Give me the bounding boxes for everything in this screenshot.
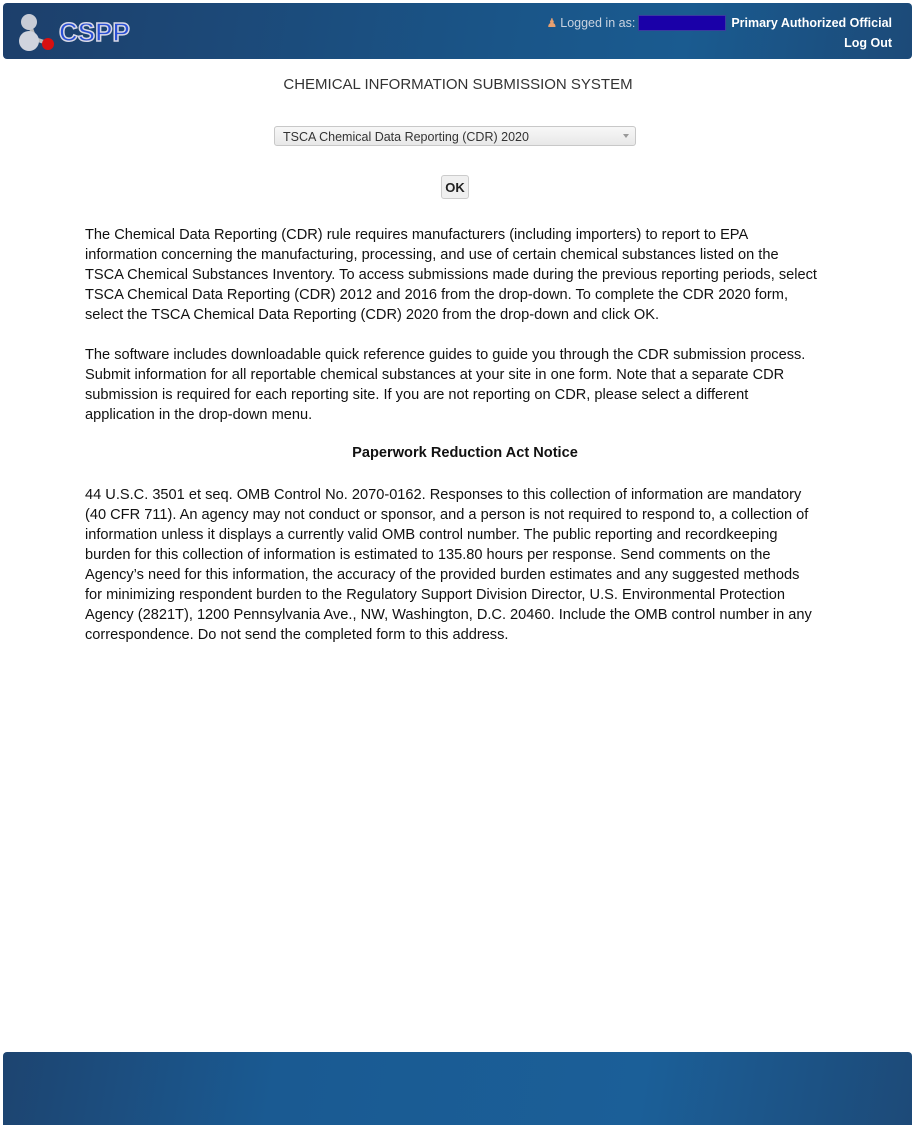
- app-footer: [3, 1052, 912, 1125]
- paragraph-line: The Chemical Data Reporting (CDR) rule requires manufacturers (including importers) to report to EPA: [85, 227, 749, 243]
- chevron-down-icon: [623, 134, 629, 138]
- paragraph-line: correspondence. Do not send the completed form to this address.: [85, 627, 509, 643]
- app-header: [3, 3, 912, 59]
- user-icon: ♟: [546, 16, 558, 30]
- redacted-username: [638, 15, 726, 31]
- ok-button[interactable]: OK: [441, 175, 469, 199]
- paragraph-line: Submit information for all reportable chemical substances at your site in one form. Note that a separate CDR: [85, 367, 785, 383]
- paragraph-line: application in the drop-down menu.: [85, 407, 313, 423]
- paragraph-line: burden for this collection of information is estimated to 135.80 hours per response. Send comments on the: [85, 547, 771, 563]
- paragraph-line: Agency’s need for this information, the accuracy of the provided burden estimates and any suggested methods: [85, 567, 800, 583]
- logo-text: CSPP: [59, 17, 130, 47]
- paragraph-line: TSCA Chemical Data Reporting (CDR) 2012 and 2016 from the drop-down. To complete the CDR 2020 form,: [85, 287, 788, 303]
- application-select[interactable]: [274, 126, 636, 146]
- user-role: Primary Authorized Official: [731, 16, 892, 30]
- application-select-value: TSCA Chemical Data Reporting (CDR) 2020: [283, 130, 529, 144]
- paragraph-line: information concerning the manufacturing, processing, and use of certain chemical substances listed on the: [85, 247, 779, 263]
- page-title: CHEMICAL INFORMATION SUBMISSION SYSTEM: [283, 76, 633, 93]
- molecule-icon: [15, 11, 59, 53]
- paragraph-line: (40 CFR 711). An agency may not conduct or sponsor, and a person is not required to respond to, a collection of: [85, 507, 809, 523]
- paragraph-line: Agency (2821T), 1200 Pennsylvania Ave., NW, Washington, D.C. 20460. Include the OMB control number in any: [85, 607, 812, 623]
- notice-paragraph: [85, 485, 812, 645]
- cspp-logo[interactable]: [15, 11, 145, 53]
- paragraph-line: information unless it displays a currently valid OMB control number. The public reporting and recordkeeping: [85, 527, 778, 543]
- paragraph-line: The software includes downloadable quick reference guides to guide you through the CDR submission process.: [85, 347, 806, 363]
- software-paragraph: [85, 345, 805, 425]
- logout-link[interactable]: Log Out: [844, 36, 892, 50]
- paragraph-line: TSCA Chemical Substances Inventory. To access submissions made during the previous reporting periods, select: [85, 267, 817, 283]
- logged-in-label: Logged in as:: [560, 16, 636, 30]
- paragraph-line: 44 U.S.C. 3501 et seq. OMB Control No. 2070-0162. Responses to this collection of information are mandatory: [85, 487, 802, 503]
- intro-paragraph: [85, 225, 817, 325]
- paragraph-line: submission is required for each reporting site. If you are not reporting on CDR, please select a different: [85, 387, 749, 403]
- notice-title: Paperwork Reduction Act Notice: [352, 445, 578, 461]
- paragraph-line: select the TSCA Chemical Data Reporting (CDR) 2020 from the drop-down and click OK.: [85, 307, 660, 323]
- paragraph-line: for minimizing respondent burden to the Regulatory Support Division Director, U.S. Environmental Protection: [85, 587, 786, 603]
- logged-in-info: [546, 15, 892, 31]
